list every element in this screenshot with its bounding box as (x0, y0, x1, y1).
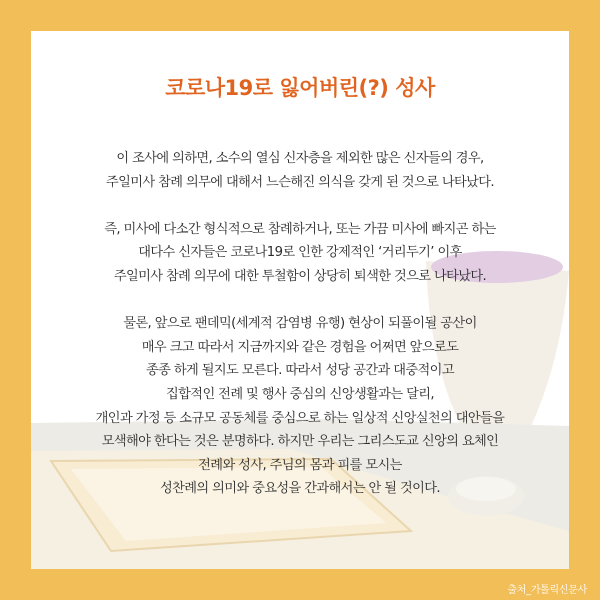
text-line: 물론, 앞으로 팬데믹(세계적 감염병 유행) 현상이 되풀이될 공산이 (123, 316, 477, 332)
text-line: 성찬례의 의미와 중요성을 간과해서는 안 될 것이다. (159, 481, 441, 497)
text-line: 집합적인 전례 및 행사 중심의 신앙생활과는 달리, (166, 386, 434, 402)
text-line: 주일미사 참례 의무에 대한 투철함이 상당히 퇴색한 것으로 나타났다. (113, 268, 487, 284)
text-line: 개인과 가정 등 소규모 공동체를 중심으로 하는 일상적 신앙실천의 대안들을 (95, 410, 505, 426)
text-line: 종종 하게 될지도 모른다. 따라서 성당 공간과 대중적이고 (146, 363, 454, 379)
paragraph-2 (45, 218, 555, 289)
paragraph-1 (45, 147, 555, 194)
article-body (45, 147, 555, 525)
page-title: 코로나19로 잃어버린(?) 성사 (165, 76, 435, 100)
text-line: 모색해야 한다는 것은 분명하다. 하지만 우리는 그리스도교 신앙의 요체인 (101, 434, 499, 450)
paragraph-3 (45, 312, 555, 501)
text-line: 주일미사 참례 의무에 대해서 느슨해진 의식을 갖게 된 것으로 나타났다. (106, 174, 494, 190)
source-credit: 출처_가톨릭신문사 (507, 585, 587, 596)
text-line: 이 조사에 의하면, 소수의 열심 신자층을 제외한 많은 신자들의 경우, (116, 151, 484, 166)
text-line: 매우 크고 따라서 지금까지와 같은 경험을 어쩌면 앞으로도 (141, 339, 459, 355)
text-line: 즉, 미사에 다소간 형식적으로 참례하거나, 또는 가끔 미사에 빠지곤 하는 (104, 221, 496, 237)
content-card (31, 31, 569, 569)
text-line: 전례와 성사, 주님의 몸과 피를 모시는 (198, 457, 402, 473)
text-line: 대다수 신자들은 코로나19로 인한 강제적인 ‘거리두기’ 이후 (138, 245, 462, 261)
